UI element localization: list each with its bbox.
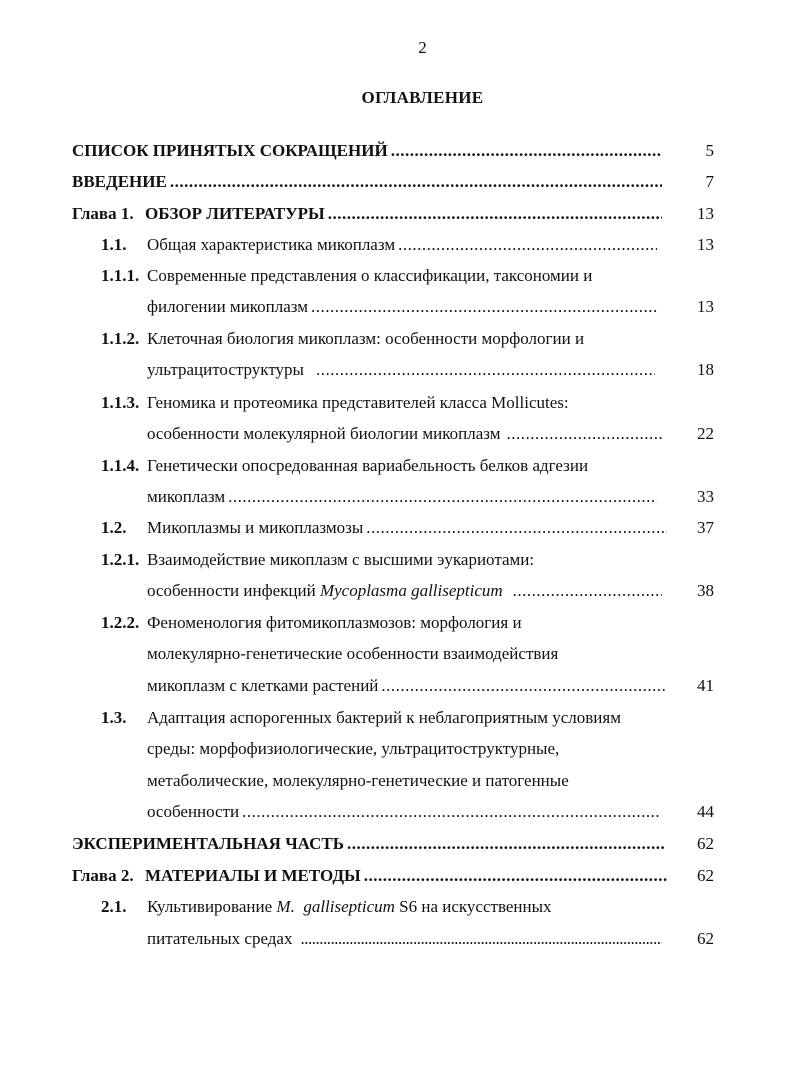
toc-entry-continuation bbox=[0, 928, 793, 950]
toc-entry bbox=[0, 707, 793, 729]
species-name: Mycoplasma gallisepticum bbox=[319, 581, 503, 600]
toc-entry bbox=[0, 392, 793, 414]
toc-entry bbox=[0, 833, 793, 855]
toc-entry bbox=[0, 612, 793, 634]
toc-entry bbox=[0, 265, 793, 287]
toc-entry bbox=[0, 234, 793, 256]
toc-entry-continuation bbox=[0, 770, 793, 792]
toc-entry-title-line2: филогении микоплазм bbox=[147, 297, 309, 316]
toc-entry-title: Адаптация аспорогенных бактерий к неблагоприятным условиям bbox=[147, 708, 621, 727]
toc-entry-page: 41 bbox=[697, 676, 714, 695]
toc-entry-title: ВВЕДЕНИЕ bbox=[72, 172, 167, 191]
toc-entry-page: 37 bbox=[697, 518, 714, 537]
toc-entry-number: 1.1. bbox=[101, 235, 127, 254]
toc-entry-number: 1.3. bbox=[101, 708, 127, 727]
toc-entry-title-line2: молекулярно-генетические особенности взаимодействия bbox=[147, 644, 559, 663]
toc-entry-title: Общая характеристика микоплазм bbox=[147, 235, 396, 254]
toc-entry-page: 13 bbox=[697, 204, 714, 223]
toc-entry-number: 1.1.1. bbox=[101, 266, 140, 285]
toc-entry-page: 33 bbox=[697, 487, 714, 506]
toc-entry-continuation bbox=[0, 296, 793, 318]
toc-entry-continuation bbox=[0, 738, 793, 760]
toc-entry-number: 1.2. bbox=[101, 518, 127, 537]
toc-entry-page: 38 bbox=[697, 581, 714, 600]
toc-entry bbox=[0, 865, 793, 887]
toc-entry-number: Глава 1. bbox=[72, 204, 134, 223]
toc-entry-number: 2.1. bbox=[101, 897, 127, 916]
toc-entry bbox=[0, 455, 793, 477]
toc-entry-title-line2: среды: морфофизиологические, ультрацитоструктурные, bbox=[147, 739, 560, 758]
toc-entry-number: 1.1.3. bbox=[101, 393, 140, 412]
toc-entry-page: 13 bbox=[697, 235, 714, 254]
toc-entry-title: Геномика и протеомика представителей класса Mollicutes: bbox=[147, 393, 569, 412]
toc-entry-number: Глава 2. bbox=[72, 866, 134, 885]
toc-entry-title-line2: ультрацитоструктуры bbox=[147, 360, 304, 379]
page-number: 2 bbox=[418, 38, 427, 57]
toc-entry-page: 5 bbox=[705, 141, 714, 160]
toc-entry-title: Современные представления о классификации, таксономии и bbox=[147, 266, 593, 285]
toc-entry bbox=[0, 549, 793, 571]
toc-entry bbox=[0, 203, 793, 225]
page-title: ОГЛАВЛЕНИЕ bbox=[361, 88, 484, 107]
toc-entry-page: 7 bbox=[705, 172, 714, 191]
toc-entry-title: МАТЕРИАЛЫ И МЕТОДЫ bbox=[145, 866, 361, 885]
toc-entry-title: Клеточная биология микоплазм: особенности морфологии и bbox=[147, 329, 585, 348]
species-name: M. gallisepticum bbox=[276, 897, 395, 916]
toc-entry-page: 18 bbox=[697, 360, 714, 379]
toc-entry-number: 1.2.1. bbox=[101, 550, 140, 569]
toc-entry-number: 1.2.2. bbox=[101, 613, 140, 632]
toc-entry bbox=[0, 328, 793, 350]
toc-entry-continuation bbox=[0, 580, 793, 602]
toc-entry-title-line3: метаболические, молекулярно-генетические и патогенные bbox=[147, 771, 569, 790]
toc-entry-title: Взаимодействие микоплазм с высшими эукариотами: bbox=[147, 550, 535, 569]
toc-entry-title-suffix: S6 на искусственных bbox=[394, 897, 552, 916]
toc-entry-page: 44 bbox=[697, 802, 714, 821]
toc-entry-title-line2: микоплазм bbox=[147, 487, 226, 506]
toc-entry bbox=[0, 171, 793, 193]
toc-entry-title: Микоплазмы и микоплазмозы bbox=[147, 518, 364, 537]
toc-entry-page: 62 bbox=[697, 866, 714, 885]
toc-entry-title-line2: особенности молекулярной биологии микоплазм bbox=[147, 424, 501, 443]
toc-entry-title: СПИСОК ПРИНЯТЫХ СОКРАЩЕНИЙ bbox=[72, 141, 388, 160]
toc-entry-title: Феноменология фитомикоплазмозов: морфология и bbox=[147, 613, 522, 632]
toc-entry-continuation bbox=[0, 801, 793, 823]
toc-entry bbox=[0, 896, 793, 918]
toc-entry bbox=[0, 140, 793, 162]
toc-entry-title: Генетически опосредованная вариабельность белков адгезии bbox=[147, 456, 589, 475]
toc-entry-title: ОБЗОР ЛИТЕРАТУРЫ bbox=[145, 204, 325, 223]
toc-entry-continuation bbox=[0, 423, 793, 445]
toc-entry-page: 22 bbox=[697, 424, 714, 443]
toc-entry-page: 62 bbox=[697, 929, 714, 948]
toc-entry-title-line2: питательных средах bbox=[147, 929, 293, 948]
toc-entry-page: 62 bbox=[697, 834, 714, 853]
toc-entry-title-line3: микоплазм с клетками растений bbox=[147, 676, 379, 695]
toc-entry-title: Культивирование bbox=[147, 897, 277, 916]
toc-entry-number: 1.1.2. bbox=[101, 329, 140, 348]
toc-entry-number: 1.1.4. bbox=[101, 456, 140, 475]
toc-entry-title-line2: особенности инфекций bbox=[147, 581, 320, 600]
toc-entry-title: ЭКСПЕРИМЕНТАЛЬНАЯ ЧАСТЬ bbox=[72, 834, 344, 853]
toc-entry-continuation bbox=[0, 643, 793, 665]
toc-entry-continuation bbox=[0, 486, 793, 508]
toc-entry-title-line4: особенности bbox=[147, 802, 240, 821]
toc-entry-page: 13 bbox=[697, 297, 714, 316]
toc-entry-continuation bbox=[0, 359, 793, 381]
toc-entry-continuation bbox=[0, 675, 793, 697]
toc-entry bbox=[0, 517, 793, 539]
